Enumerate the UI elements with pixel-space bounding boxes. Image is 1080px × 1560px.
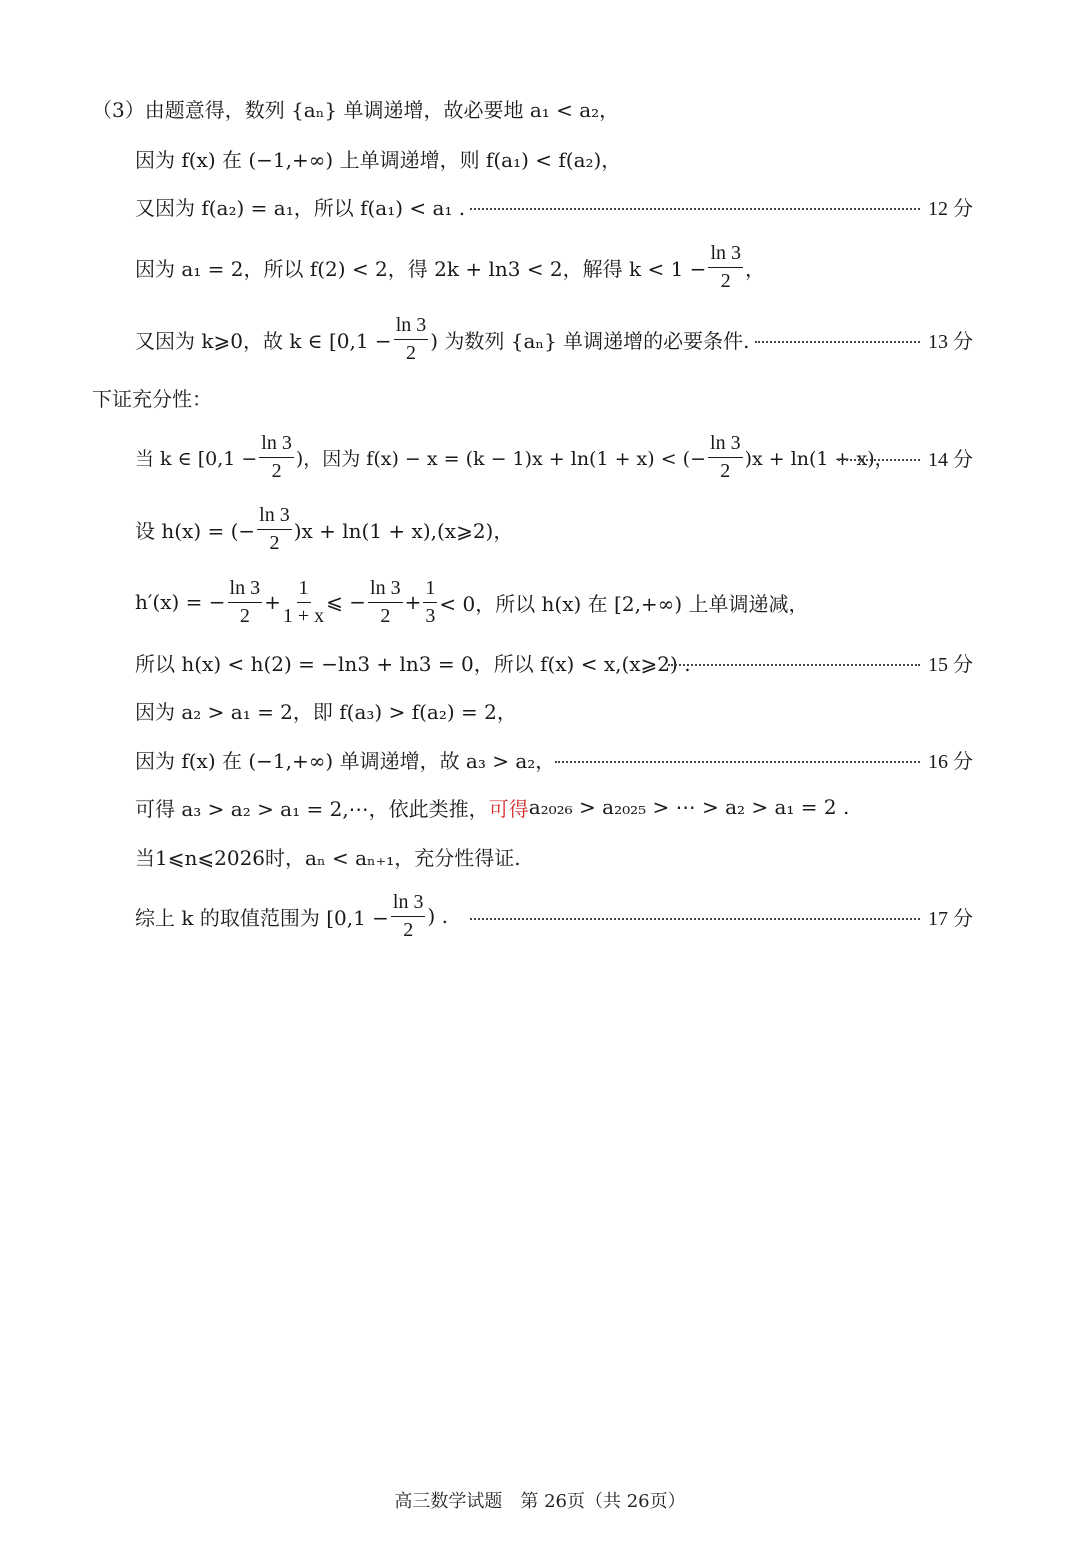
line-tail: ) . [427, 904, 449, 928]
line-text: （3）由题意得，数列 {aₙ} 单调递增，故必要地 a₁ < a₂， [92, 97, 620, 122]
line-tail: )x + ln(1 + x),(x⩾2)， [293, 518, 514, 543]
highlighted-text: 可得 [488, 796, 529, 821]
line-tail: < 0，所以 h(x) 在 [2,+∞) 上单调递减， [439, 591, 809, 616]
line-text: 综上 k 的取值范围为 [0,1 − [135, 905, 389, 930]
page-footer: 高三数学试题 第 26页（共 26页） [394, 1491, 686, 1512]
line-text: 下证充分性： [92, 386, 212, 411]
fraction-denominator: 2 [269, 531, 280, 554]
dotted-leader [838, 459, 920, 461]
score-label: 12 分 [928, 197, 973, 220]
fraction-numerator: ln 3 [257, 504, 292, 530]
fraction-numerator: ln 3 [391, 891, 426, 917]
line-tail: )x + ln(1 + x)， [744, 447, 894, 470]
line-text: 因为 f(x) 在 (−1,+∞) 上单调递增，则 f(a₁) < f(a₂)， [135, 147, 622, 172]
fraction-denominator: 3 [425, 604, 436, 627]
fraction-denominator: 2 [405, 341, 416, 364]
fraction-numerator: ln 3 [394, 314, 429, 340]
line-content [135, 237, 765, 297]
fraction-numerator: ln 3 [228, 577, 263, 603]
fraction [257, 504, 292, 555]
solution-line-5 [0, 309, 1080, 369]
line-text: 当1⩽n⩽2026时，aₙ < aₙ₊₁，充分性得证. [135, 845, 521, 870]
fraction-denominator: 2 [380, 604, 391, 627]
line-text: 当 k ∈ [0,1 − [135, 447, 258, 470]
line-content [135, 427, 894, 487]
solution-line-9 [0, 572, 1080, 632]
line-text: 因为 a₁ = 2，所以 f(2) < 2，得 2k + ln3 < 2，解得 k < 1 − [135, 256, 707, 281]
line-text: 因为 a₂ > a₁ = 2，即 f(a₃) > f(a₂) = 2， [135, 699, 517, 724]
line-text: h′(x) = − [135, 590, 226, 614]
line-content [135, 499, 513, 559]
fraction-denominator: 2 [239, 604, 250, 627]
solution-line-3 [0, 176, 1080, 236]
fraction-denominator: 2 [720, 269, 731, 292]
dotted-leader [470, 918, 920, 920]
line-mid: ⩽ − [326, 590, 367, 614]
solution-line-4 [0, 237, 1080, 297]
fraction [394, 314, 429, 365]
fraction-denominator: 1 + x [282, 604, 325, 627]
line-text: 所以 h(x) < h(2) = −ln3 + ln3 = 0，所以 f(x) < x,(x⩾2) . [135, 651, 691, 676]
line-content [135, 886, 448, 946]
line-text: 又因为 k⩾0，故 k ∈ [0,1 − [135, 328, 392, 353]
fraction-denominator: 2 [720, 459, 731, 482]
line-text: 又因为 f(a₂) = a₁，所以 f(a₁) < a₁ . [135, 195, 466, 220]
dotted-leader [470, 208, 920, 210]
line-text: 可得 a₃ > a₂ > a₁ = 2,⋯，依此类推， [135, 796, 489, 821]
dotted-leader [668, 664, 920, 666]
line-mid: )，因为 f(x) − x = (k − 1)x + ln(1 + x) < (− [295, 447, 707, 470]
fraction-numerator: ln 3 [368, 577, 403, 603]
fraction [259, 432, 294, 483]
fraction-numerator: 1 [423, 577, 437, 603]
solution-line-14 [0, 826, 1080, 886]
line-text: 因为 f(x) 在 (−1,+∞) 单调递增，故 a₃ > a₂， [135, 748, 556, 773]
score-label: 16 分 [928, 750, 973, 773]
fraction [423, 577, 437, 628]
solution-line-7 [0, 427, 1080, 487]
fraction-numerator: 1 [297, 577, 311, 603]
fraction-denominator: 2 [271, 459, 282, 482]
solution-line-15 [0, 886, 1080, 946]
score-label: 13 分 [928, 330, 973, 353]
fraction-denominator: 2 [403, 918, 414, 941]
fraction-numerator: ln 3 [708, 432, 743, 458]
fraction-numerator: ln 3 [259, 432, 294, 458]
score-label: 17 分 [928, 907, 973, 930]
dotted-leader [755, 341, 920, 343]
solution-line-6 [0, 367, 1080, 427]
fraction [391, 891, 426, 942]
fraction [708, 432, 743, 483]
score-label: 14 分 [928, 448, 973, 471]
fraction [283, 577, 324, 628]
fraction [368, 577, 403, 628]
fraction [228, 577, 263, 628]
line-mid: + [264, 590, 281, 614]
line-tail: ) 为数列 {aₙ} 单调递增的必要条件. [430, 328, 750, 353]
solution-line-8 [0, 499, 1080, 559]
line-tail: a₂₀₂₆ > a₂₀₂₅ > ⋯ > a₂ > a₁ = 2 . [528, 795, 850, 819]
line-mid: + [404, 590, 422, 614]
dotted-leader [555, 761, 920, 763]
line-tail: ， [745, 256, 766, 281]
line-content [135, 572, 809, 632]
fraction [708, 242, 743, 293]
fraction-numerator: ln 3 [708, 242, 743, 268]
line-text: 设 h(x) = (− [135, 518, 256, 543]
line-content [135, 309, 750, 369]
score-label: 15 分 [928, 653, 973, 676]
